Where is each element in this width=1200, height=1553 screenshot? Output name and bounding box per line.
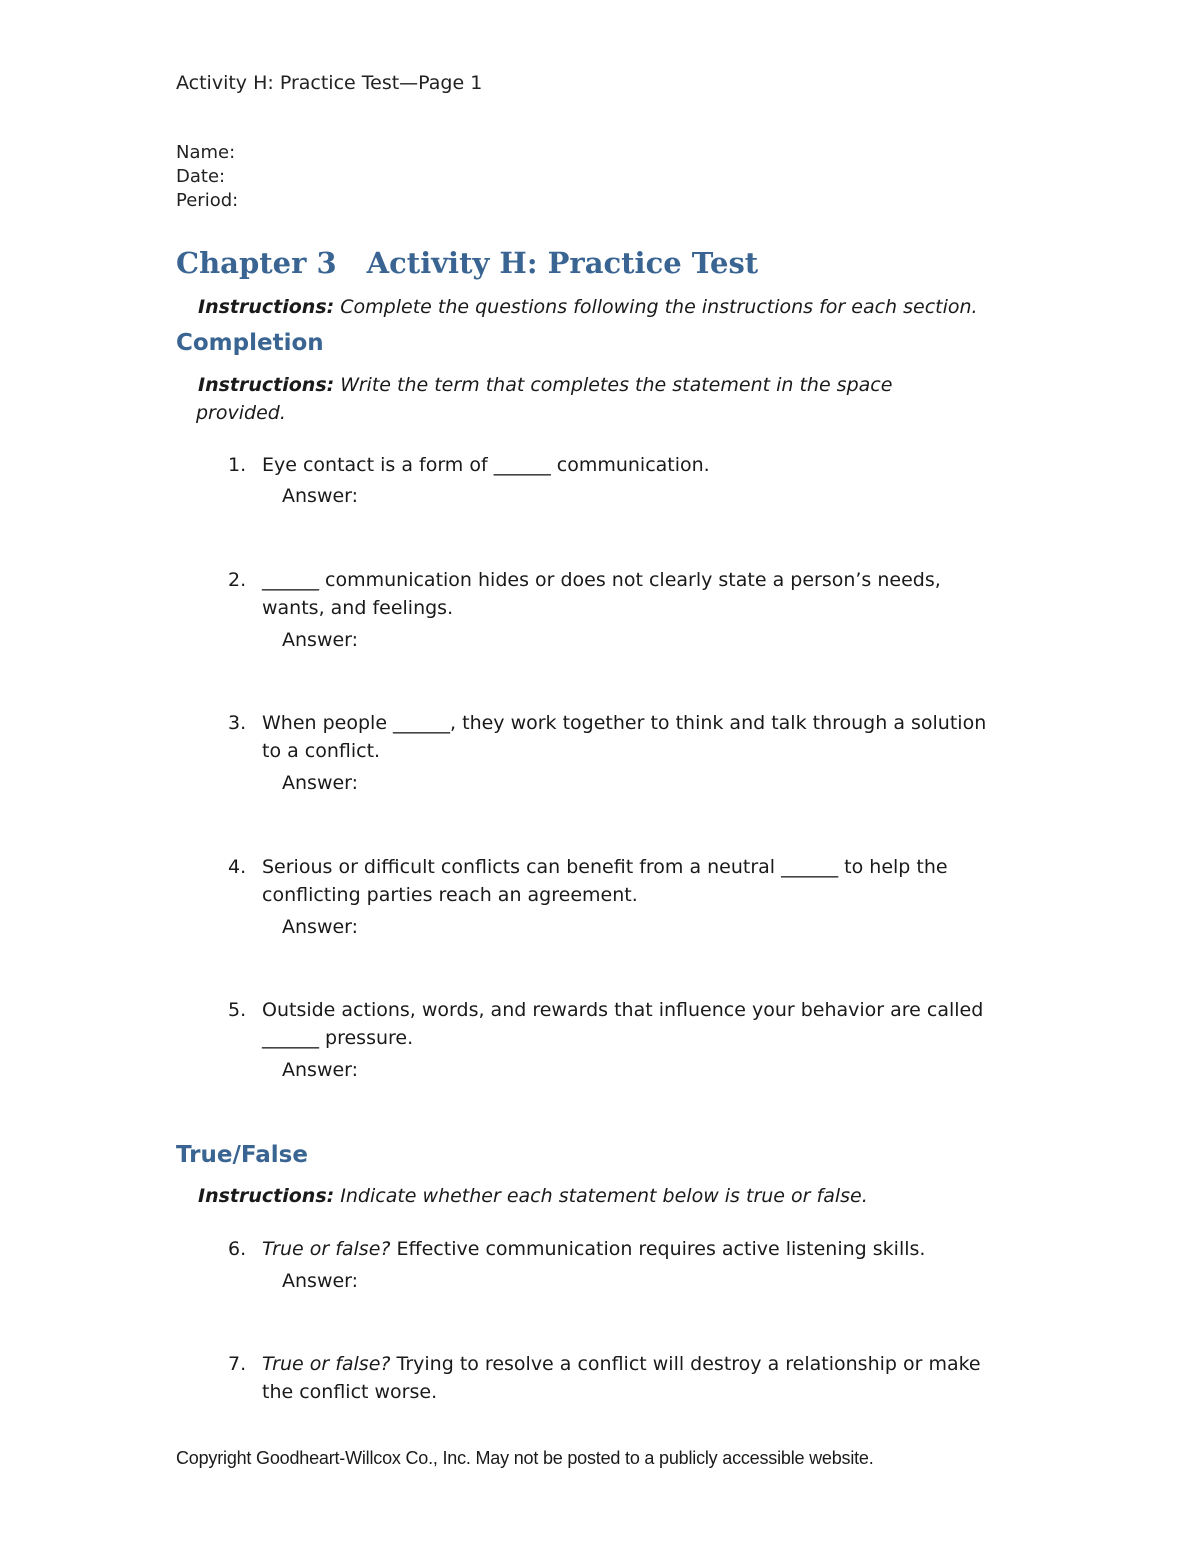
completion-instructions-label: Instructions: bbox=[198, 374, 335, 396]
completion-heading: Completion bbox=[176, 330, 324, 356]
completion-instructions-line2: provided. bbox=[196, 402, 286, 424]
period-field-label: Period: bbox=[176, 190, 239, 211]
question-text: ______ communication hides or does not clearly state a person’s needs, wants, and feelings. bbox=[262, 569, 941, 619]
answer-label-5: Answer: bbox=[282, 1059, 359, 1081]
question-number: 3. bbox=[228, 712, 247, 734]
true-false-instructions-label: Instructions: bbox=[198, 1185, 335, 1207]
question-number: 6. bbox=[228, 1238, 247, 1260]
question-number: 2. bbox=[228, 569, 247, 591]
answer-label-3: Answer: bbox=[282, 772, 359, 794]
completion-instructions-text: Write the term that completes the statement in the space bbox=[334, 374, 893, 396]
question-number: 1. bbox=[228, 454, 247, 476]
chapter-label: Chapter 3 bbox=[176, 246, 337, 280]
true-false-heading: True/False bbox=[176, 1142, 308, 1168]
answer-label-1: Answer: bbox=[282, 485, 359, 507]
question-number: 7. bbox=[228, 1353, 247, 1375]
question-text: Effective communication requires active listening skills. bbox=[390, 1238, 926, 1260]
question-4 bbox=[228, 853, 988, 909]
activity-title: Activity H: Practice Test bbox=[366, 246, 759, 280]
page-header: Activity H: Practice Test—Page 1 bbox=[176, 72, 483, 94]
question-text: Serious or difficult conflicts can benefit from a neutral ______ to help the conflicting parties reach an agreement. bbox=[262, 856, 948, 906]
answer-label-4: Answer: bbox=[282, 916, 359, 938]
question-text: When people ______, they work together to think and talk through a solution to a conflict. bbox=[262, 712, 987, 762]
page-title bbox=[176, 246, 758, 280]
true-false-instructions bbox=[198, 1185, 868, 1207]
question-number: 4. bbox=[228, 856, 247, 878]
copyright-footer: Copyright Goodheart-Willcox Co., Inc. May not be posted to a publicly accessible website. bbox=[176, 1448, 874, 1468]
answer-label-2: Answer: bbox=[282, 629, 359, 651]
question-2 bbox=[228, 566, 988, 622]
true-false-prefix: True or false? bbox=[262, 1238, 391, 1260]
answer-label-6: Answer: bbox=[282, 1270, 359, 1292]
name-field-label: Name: bbox=[176, 142, 236, 163]
question-6 bbox=[228, 1235, 988, 1263]
main-instructions-label: Instructions: bbox=[198, 296, 335, 318]
completion-instructions bbox=[198, 374, 892, 396]
date-field-label: Date: bbox=[176, 166, 226, 187]
question-text: Trying to resolve a conflict will destroy a relationship or make the conflict worse. bbox=[262, 1353, 981, 1403]
question-3 bbox=[228, 709, 988, 765]
true-false-instructions-text: Indicate whether each statement below is true or false. bbox=[334, 1185, 868, 1207]
question-5 bbox=[228, 996, 988, 1052]
question-1 bbox=[228, 451, 988, 479]
question-text: Outside actions, words, and rewards that influence your behavior are called ______ pressure. bbox=[262, 999, 984, 1049]
main-instructions-text: Complete the questions following the instructions for each section. bbox=[334, 296, 978, 318]
question-text: Eye contact is a form of ______ communication. bbox=[262, 454, 710, 476]
question-7 bbox=[228, 1350, 988, 1406]
question-number: 5. bbox=[228, 999, 247, 1021]
main-instructions bbox=[198, 296, 978, 318]
true-false-prefix: True or false? bbox=[262, 1353, 391, 1375]
